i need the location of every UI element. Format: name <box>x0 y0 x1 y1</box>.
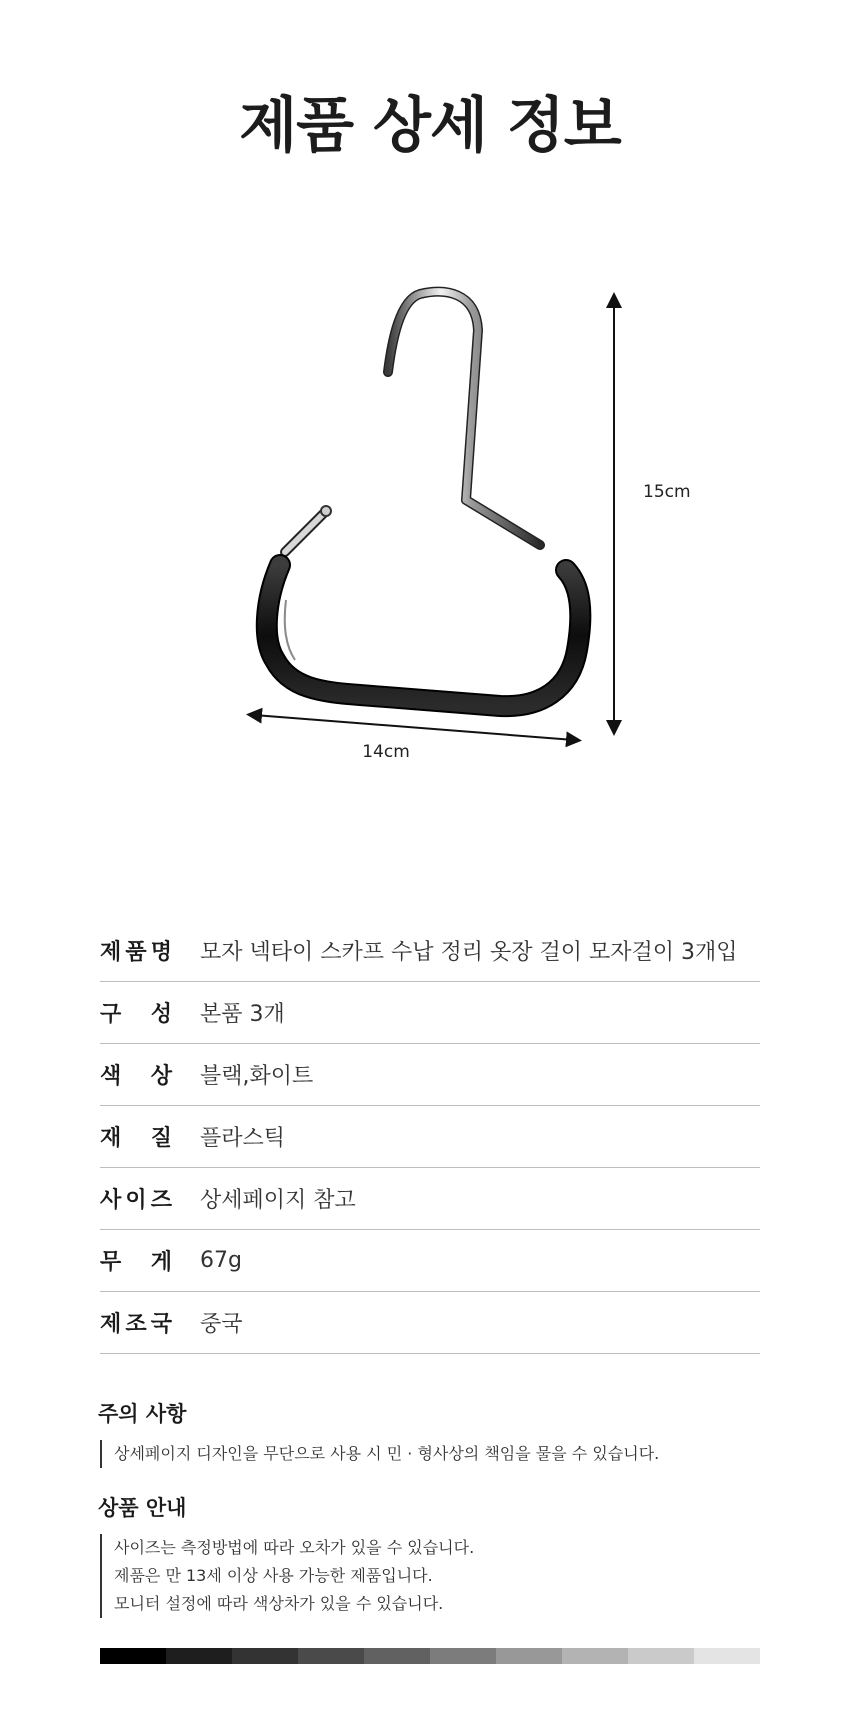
spec-row-composition <box>100 982 760 1044</box>
gray-swatch-8 <box>562 1648 628 1664</box>
width-label: 14cm <box>362 742 410 762</box>
gray-swatch-7 <box>496 1648 562 1664</box>
caution-title: 주의 사항 <box>98 1402 187 1426</box>
product-info-title: 상품 안내 <box>98 1496 187 1520</box>
height-dimension <box>614 300 691 728</box>
spec-value: 중국 <box>200 1312 243 1337</box>
product-hanger-figure <box>0 240 860 800</box>
spec-table <box>100 920 760 1354</box>
spec-value: 상세페이지 참고 <box>200 1188 356 1213</box>
caution-section <box>98 1398 659 1468</box>
spec-row-product-name <box>100 920 760 982</box>
spec-row-color <box>100 1044 760 1106</box>
info-line: 모니터 설정에 따라 색상차가 있을 수 있습니다. <box>114 1594 444 1613</box>
gray-swatch-6 <box>430 1648 496 1664</box>
info-line: 제품은 만 13세 이상 사용 가능한 제품입니다. <box>114 1566 433 1585</box>
spec-row-weight <box>100 1230 760 1292</box>
spec-value: 본품 3개 <box>200 1002 285 1027</box>
spec-label: 재 질 <box>100 1126 172 1151</box>
info-line: 사이즈는 측정방법에 따라 오차가 있을 수 있습니다. <box>114 1538 475 1557</box>
spec-row-origin <box>100 1292 760 1354</box>
height-label: 15cm <box>643 482 691 502</box>
hanger-metal-wire <box>285 292 540 552</box>
product-info-body <box>100 1534 474 1618</box>
spec-label: 제 품 명 <box>100 940 172 965</box>
gray-swatch-1 <box>100 1648 166 1664</box>
spec-value: 모자 넥타이 스카프 수납 정리 옷장 걸이 모자걸이 3개입 <box>200 940 738 965</box>
spec-label: 색 상 <box>100 1064 172 1089</box>
gray-swatch-5 <box>364 1648 430 1664</box>
spec-label: 무 게 <box>100 1250 172 1275</box>
spec-label: 사 이 즈 <box>100 1188 172 1213</box>
spec-value: 블랙,화이트 <box>200 1064 314 1089</box>
spec-value: 플라스틱 <box>200 1126 286 1151</box>
gray-swatch-9 <box>628 1648 694 1664</box>
gray-swatch-3 <box>232 1648 298 1664</box>
caution-line: 상세페이지 디자인을 무단으로 사용 시 민 · 형사상의 책임을 물을 수 있습니다. <box>114 1444 660 1463</box>
gray-swatch-4 <box>298 1648 364 1664</box>
product-info-section <box>98 1492 474 1618</box>
spec-label: 제 조 국 <box>100 1312 172 1337</box>
spec-value: 67g <box>200 1248 242 1273</box>
spec-row-size <box>100 1168 760 1230</box>
gray-swatch-10 <box>694 1648 760 1664</box>
width-dimension <box>254 715 574 762</box>
hanger-rubber-grip <box>267 565 581 706</box>
gray-scale-bar <box>100 1648 760 1664</box>
page-title: 제품 상세 정보 <box>239 91 621 161</box>
gray-swatch-2 <box>166 1648 232 1664</box>
spec-label: 구 성 <box>100 1002 172 1027</box>
spec-row-material <box>100 1106 760 1168</box>
caution-body <box>100 1440 659 1468</box>
